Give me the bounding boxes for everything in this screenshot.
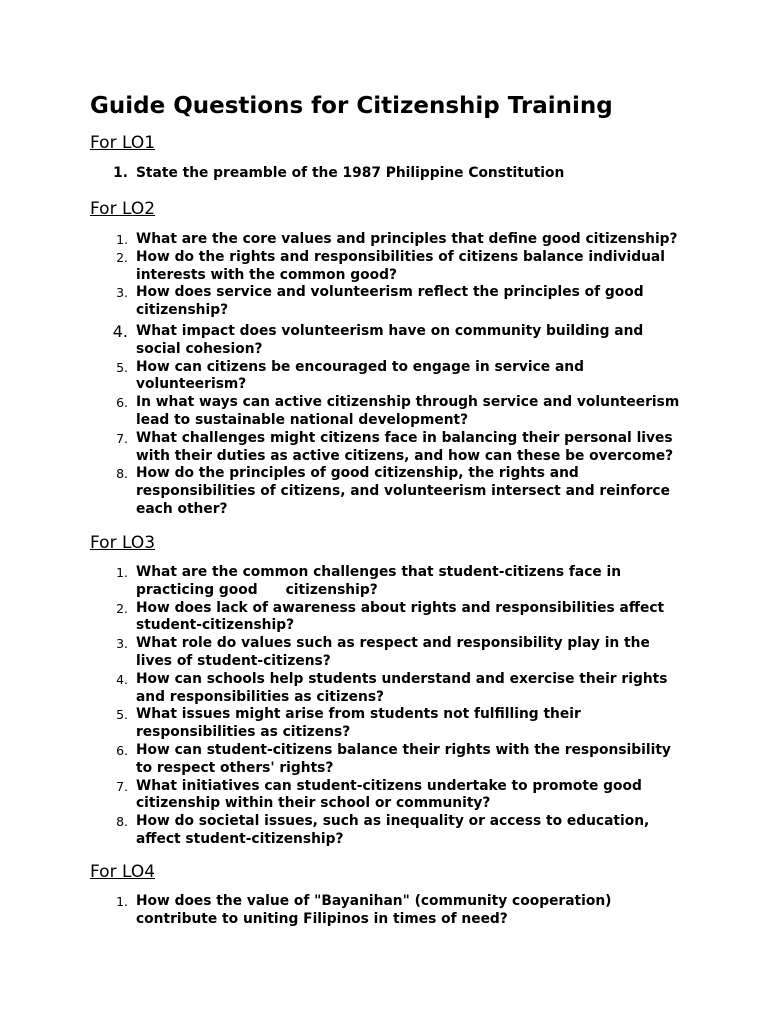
question-item <box>90 323 690 359</box>
question-number: 5. <box>116 707 128 723</box>
question-text: What initiatives can student-citizens undertake to promote good citizenship within their school or community? <box>136 777 642 812</box>
question-text: State the preamble of the 1987 Philippine Constitution <box>136 165 565 181</box>
question-item <box>90 465 690 518</box>
question-number: 1. <box>116 894 128 909</box>
question-text: How can student-citizens balance their rights with the responsibility to respect others' rights? <box>136 741 671 776</box>
document-title: Guide Questions for Citizenship Training <box>90 93 613 119</box>
question-text: How can citizens be encouraged to engage in service and volunteerism? <box>136 358 584 393</box>
question-number: 4. <box>116 671 128 687</box>
question-text: What are the core values and principles that define good citizenship? <box>136 231 678 247</box>
question-number: 3. <box>116 285 128 301</box>
question-text: What issues might arise from students not fulfilling their responsibilities as citizens? <box>136 706 581 741</box>
question-item <box>90 284 690 320</box>
section-heading-lo1: For LO1 <box>90 133 156 153</box>
question-number: 5. <box>116 359 128 375</box>
question-text: How do the rights and responsibilities of citizens balance individual interests with the common good? <box>136 248 665 283</box>
question-item <box>90 249 690 285</box>
question-item <box>90 706 690 742</box>
question-number: 6. <box>116 742 128 758</box>
question-text: What impact does volunteerism have on community building and social cohesion? <box>136 322 644 357</box>
question-text: How does the value of "Bayanihan" (community cooperation) contribute to uniting Filipinos in times of need? <box>136 893 612 927</box>
section-heading-lo4: For LO4 <box>90 862 156 882</box>
question-text: How do societal issues, such as inequality or access to education, affect student-citizenship? <box>136 813 650 847</box>
question-item <box>90 778 690 814</box>
question-text-part: What are the common challenges that student-citizens face in practicing good <box>136 564 622 598</box>
question-item <box>90 564 690 600</box>
question-item <box>90 430 690 466</box>
question-number: 7. <box>116 778 128 794</box>
question-list-lo2 <box>90 231 690 519</box>
question-number: 1. <box>116 565 128 580</box>
question-item <box>90 813 690 849</box>
question-number: 6. <box>116 395 128 411</box>
question-number: 7. <box>116 430 128 446</box>
question-item <box>90 671 690 707</box>
question-text: In what ways can active citizenship through service and volunteerism lead to sustainable national development? <box>136 394 680 428</box>
question-text: What challenges might citizens face in balancing their personal lives with their duties as active citizens, and how can these be overcome? <box>136 429 674 464</box>
section-heading-lo2: For LO2 <box>90 199 156 219</box>
question-number: 8. <box>116 466 128 482</box>
question-number: 2. <box>116 249 128 265</box>
question-number: 8. <box>116 814 128 830</box>
section-heading-lo3: For LO3 <box>90 533 156 553</box>
question-number: 3. <box>116 636 128 652</box>
question-item <box>90 635 690 671</box>
question-item <box>90 742 690 778</box>
question-text: How do the principles of good citizenship, the rights and responsibilities of citizens, and volunteerism intersect and reinforce each other? <box>136 465 670 517</box>
question-item <box>90 165 690 183</box>
question-text: How can schools help students understand and exercise their rights and responsibilities as citizens? <box>136 670 668 705</box>
question-number: 4. <box>112 321 128 341</box>
question-number: 2. <box>116 600 128 616</box>
question-item <box>90 231 690 249</box>
question-list-lo3 <box>90 564 690 849</box>
question-item <box>90 394 690 430</box>
question-item <box>90 893 690 929</box>
question-number: 1. <box>116 232 128 247</box>
question-text <box>136 564 690 600</box>
question-text-part: citizenship? <box>285 581 378 598</box>
question-list-lo1 <box>90 165 690 183</box>
question-text: How does lack of awareness about rights and responsibilities affect student-citizenship? <box>136 599 665 634</box>
question-number: 1. <box>113 165 128 181</box>
question-text: How does service and volunteerism reflect the principles of good citizenship? <box>136 284 644 319</box>
question-item <box>90 600 690 636</box>
question-text: What role do values such as respect and responsibility play in the lives of student-citizens? <box>136 635 650 669</box>
question-list-lo4 <box>90 893 690 929</box>
question-item <box>90 359 690 395</box>
